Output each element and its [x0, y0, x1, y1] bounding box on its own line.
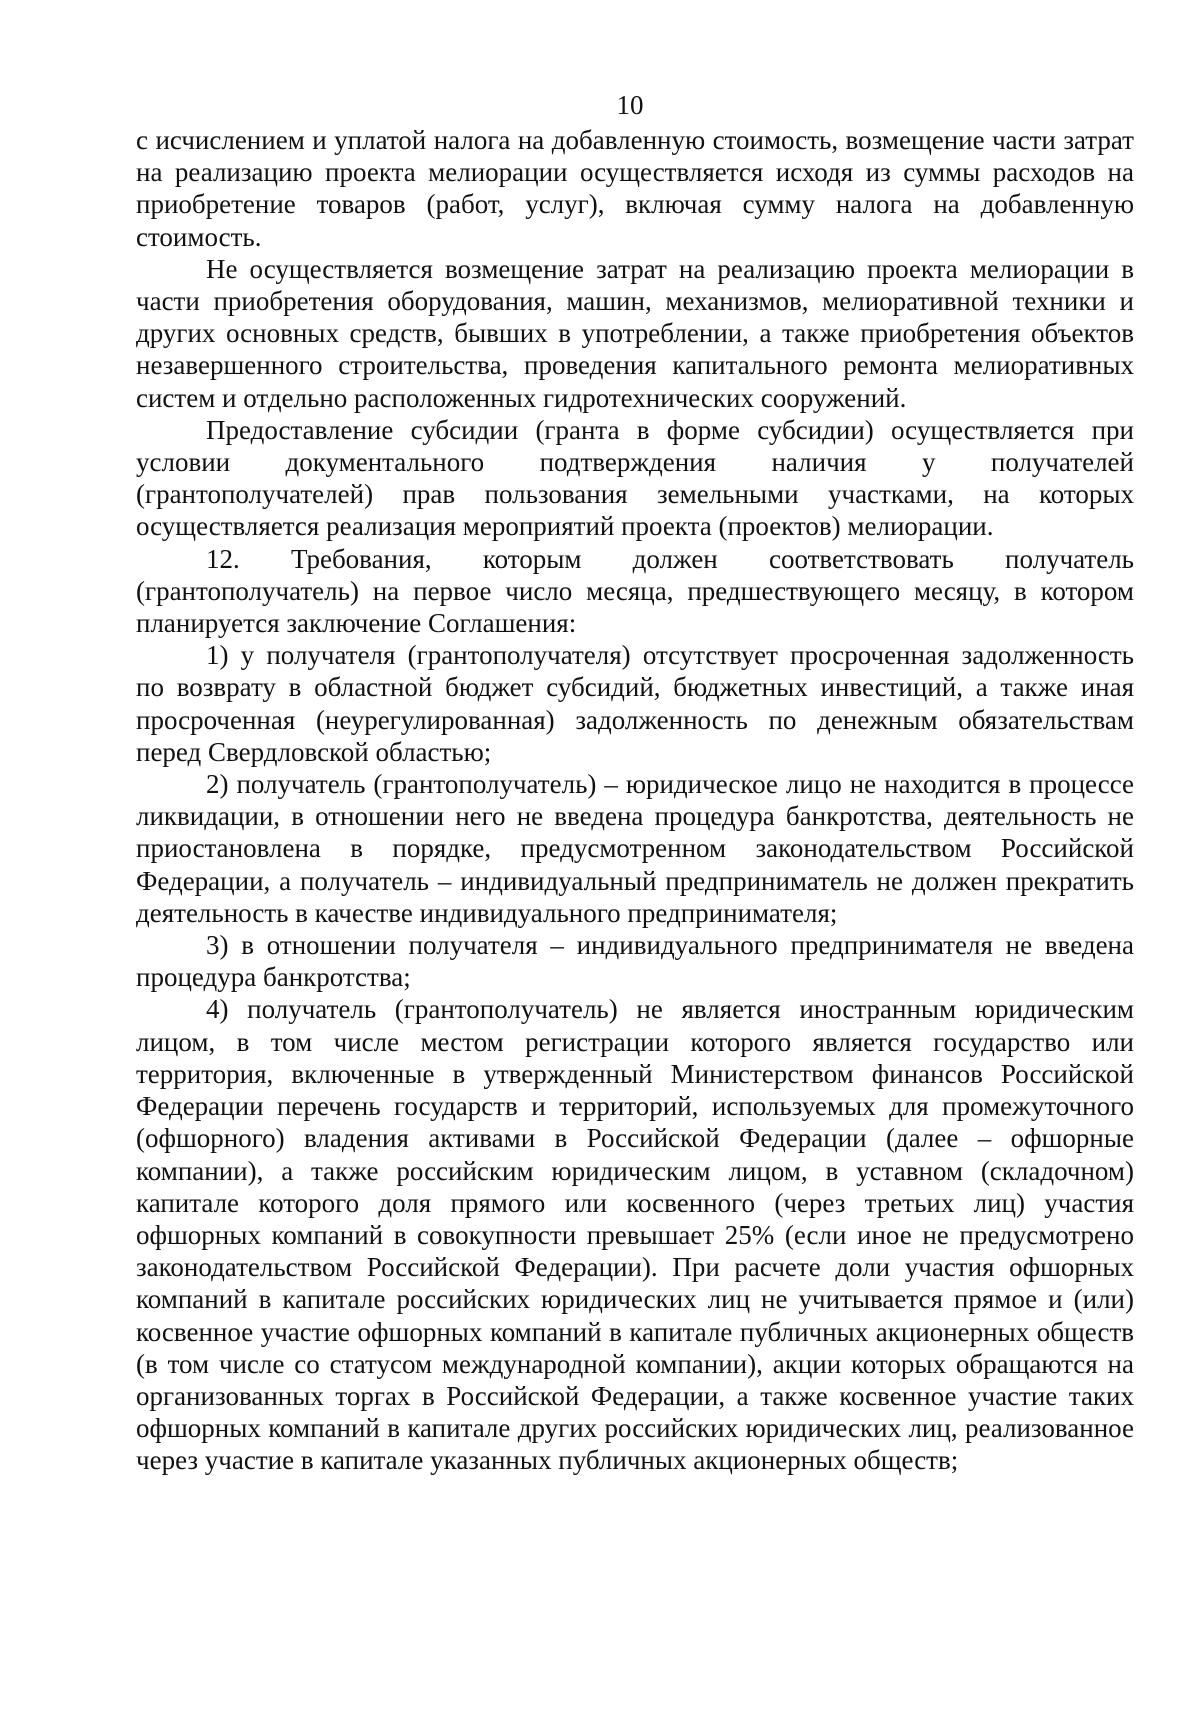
- paragraph-subsidy-condition: Предоставление субсидии (гранта в форме субсидии) осуществляется при условии документального подтверждения наличия у получателей (грантополучателей) прав пользования земельными участками, на которых осуществляется реализация мероприятий проекта (проектов) мелиорации.: [136, 414, 1134, 542]
- document-body: [136, 124, 1134, 1477]
- paragraph-vat-continuation: с исчислением и уплатой налога на добавленную стоимость, возмещение части затрат на реализацию проекта мелиорации осуществляется исходя из суммы расходов на приобретение товаров (работ, услуг), включая сумму налога на добавленную стоимость.: [136, 125, 1134, 252]
- page-number: 10: [616, 90, 644, 120]
- paragraph-section-12-requirements: 12. Требования, которым должен соответствовать получатель (грантополучатель) на первое число месяца, предшествующего месяцу, в котором планируется заключение Соглашения:: [136, 543, 1134, 639]
- paragraph-item-1: 1) у получателя (грантополучателя) отсутствует просроченная задолженность по возврату в областной бюджет субсидий, бюджетных инвестиций, а также иная просроченная (неурегулированная) задолженность по денежным обязательствам перед Свердловской областью;: [136, 640, 1134, 767]
- paragraph-no-reimbursement: Не осуществляется возмещение затрат на реализацию проекта мелиорации в части приобретения оборудования, машин, механизмов, мелиоративной техники и других основных средств, бывших в употреблении, а также приобретения объектов незавершенного строительства, проведения капитального ремонта мелиоративных систем и отдельно расположенных гидротехнических сооружений.: [136, 253, 1134, 413]
- paragraph-item-4: 4) получатель (грантополучатель) не является иностранным юридическим лицом, в том числе местом регистрации которого является государство или территория, включенные в утвержденный Министерством финансов Российской Федерации перечень государств и территорий, используемых для промежуточного (офшорного) владения активами в Российской Федерации (далее – офшорные компании), а также российским юридическим лицом, в уставном (складочном) капитале которого доля прямого или косвенного (через третьих лиц) участия офшорных компаний в совокупности превышает 25% (если иное не предусмотрено законодательством Российской Федерации). При расчете доли участия офшорных компаний в капитале российских юридических лиц не учитывается прямое и (или) косвенное участие офшорных компаний в капитале публичных акционерных обществ (в том числе со статусом международной компании), акции которых обращаются на организованных торгах в Российской Федерации, а также косвенное участие таких офшорных компаний в капитале других российских юридических лиц, реализованное через участие в капитале указанных публичных акционерных обществ;: [136, 994, 1134, 1476]
- paragraph-item-3: 3) в отношении получателя – индивидуального предпринимателя не введена процедура банкротства;: [136, 930, 1134, 993]
- paragraph-item-2: 2) получатель (грантополучатель) – юридическое лицо не находится в процессе ликвидации, в отношении него не введена процедура банкротства, деятельность не приостановлена в порядке, предусмотренном законодательством Российской Федерации, а получатель – индивидуальный предприниматель не должен прекратить деятельность в качестве индивидуального предпринимателя;: [136, 769, 1134, 928]
